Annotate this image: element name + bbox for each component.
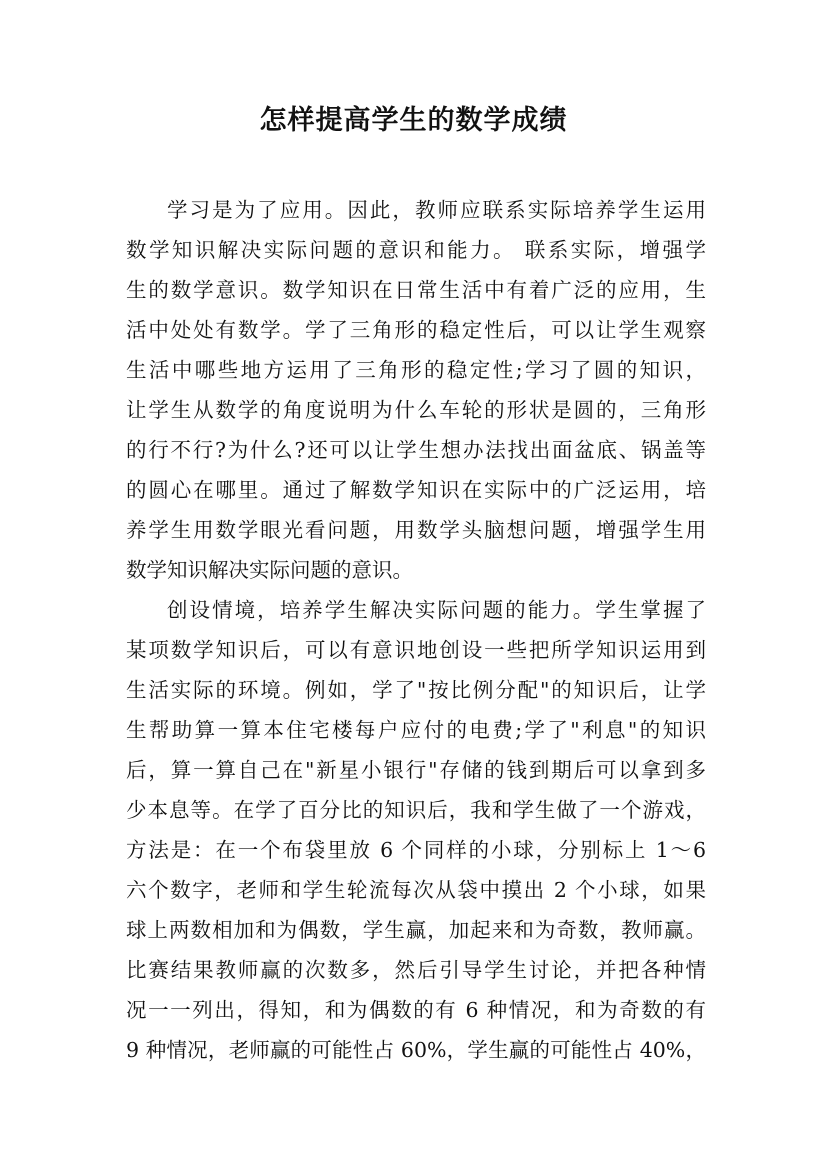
paragraph-line: 方法是：在一个布袋里放 6 个同样的小球，分别标上 1～6 <box>126 838 706 862</box>
paragraph-line: 生活中哪些地方运用了三角形的稳定性;学习了圆的知识， <box>126 358 706 382</box>
document-body <box>126 190 706 1070</box>
paragraph-line: 生的数学意识。数学知识在日常生活中有着广泛的应用，生 <box>126 278 706 302</box>
paragraph-line: 某项数学知识后，可以有意识地创设一些把所学知识运用到 <box>126 638 706 662</box>
paragraph-line: 创设情境，培养学生解决实际问题的能力。学生掌握了 <box>167 598 706 622</box>
paragraph-line: 养学生用数学眼光看问题，用数学头脑想问题，增强学生用 <box>126 518 706 542</box>
paragraph-line: 9 种情况，老师赢的可能性占 60%，学生赢的可能性占 40%， <box>126 1038 706 1062</box>
paragraph-line: 况一一列出，得知，和为偶数的有 6 种情况，和为奇数的有 <box>126 998 706 1022</box>
paragraph-line: 让学生从数学的角度说明为什么车轮的形状是圆的，三角形 <box>126 398 706 422</box>
paragraph-line: 活中处处有数学。学了三角形的稳定性后，可以让学生观察 <box>126 318 706 342</box>
paragraph-line: 数学知识解决实际问题的意识和能力。 联系实际，增强学 <box>126 238 706 262</box>
paragraph-line: 六个数字，老师和学生轮流每次从袋中摸出 2 个小球，如果 <box>126 878 706 902</box>
document-title: 怎样提高学生的数学成绩 <box>259 105 568 136</box>
paragraph-line: 的圆心在哪里。通过了解数学知识在实际中的广泛运用，培 <box>126 478 706 502</box>
paragraph-line: 少本息等。在学了百分比的知识后，我和学生做了一个游戏， <box>126 798 706 822</box>
paragraph-line: 生活实际的环境。例如，学了"按比例分配"的知识后，让学 <box>126 678 706 702</box>
paragraph-line: 比赛结果教师赢的次数多，然后引导学生讨论，并把各种情 <box>126 958 706 982</box>
paragraph-line: 球上两数相加和为偶数，学生赢，加起来和为奇数，教师赢。 <box>126 918 706 942</box>
paragraph-line: 生帮助算一算本住宅楼每户应付的电费;学了"利息"的知识 <box>126 718 706 742</box>
paragraph-line: 数学知识解决实际问题的意识。 <box>126 558 413 582</box>
paragraph-line: 后，算一算自己在"新星小银行"存储的钱到期后可以拿到多 <box>126 758 706 782</box>
paragraph-line: 的行不行?为什么?还可以让学生想办法找出面盆底、锅盖等 <box>126 438 706 462</box>
paragraph-line: 学习是为了应用。因此，教师应联系实际培养学生运用 <box>167 198 706 222</box>
